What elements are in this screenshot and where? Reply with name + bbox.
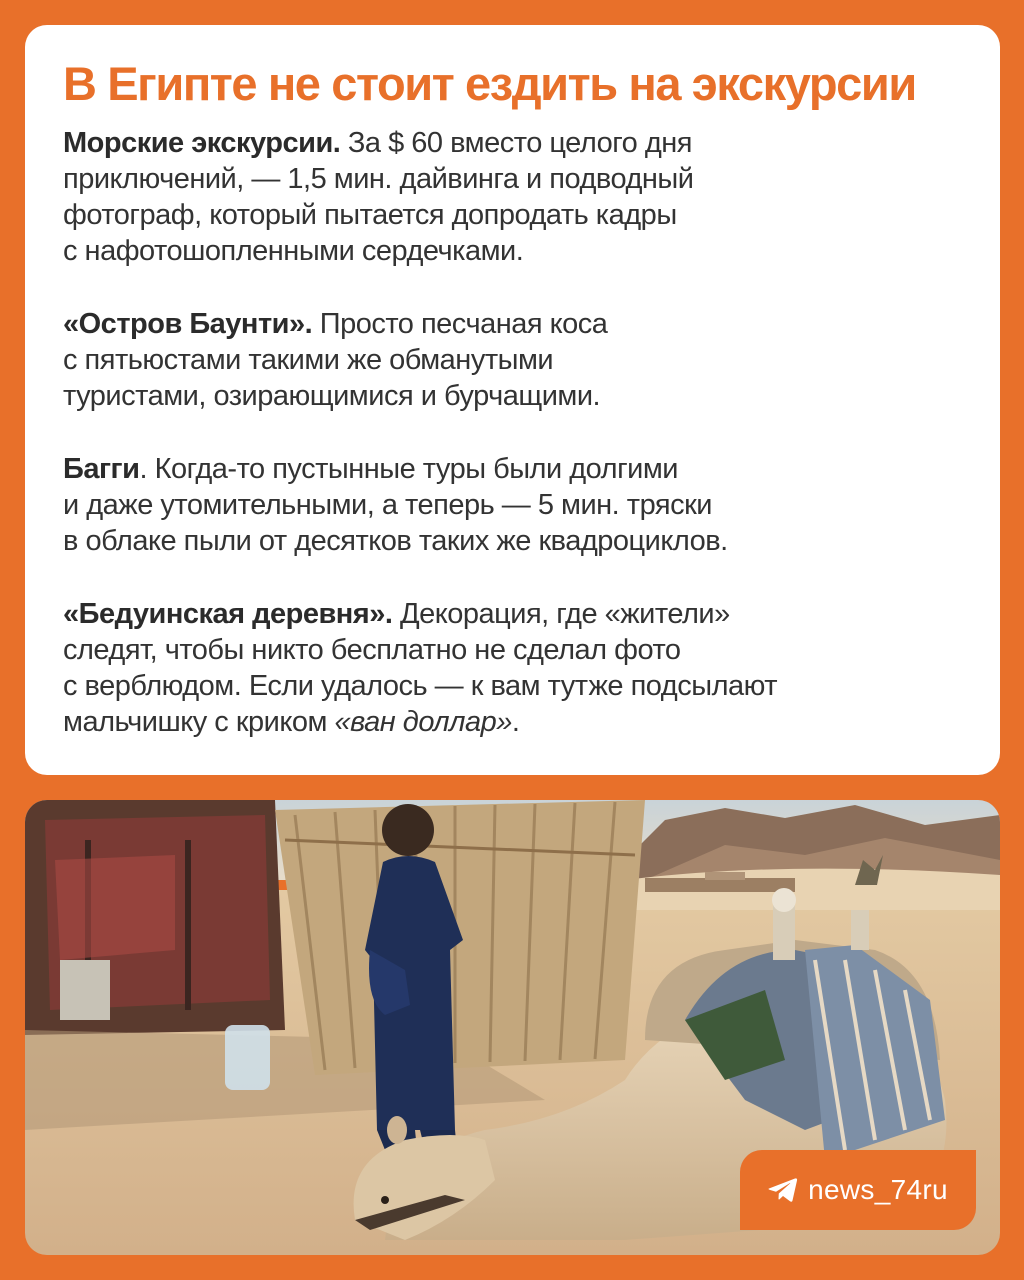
paragraph-line [63, 704, 962, 740]
paragraph-line [63, 451, 962, 487]
paragraph-line: приключений, — 1,5 мин. дайвинга и подводный [63, 163, 694, 195]
paragraph-line: с пятьюстами такими же обманутыми [63, 344, 554, 376]
quote-italic: «ван доллар» [334, 706, 512, 738]
paragraph-sea-excursions [63, 125, 962, 269]
paragraph-text: За $ 60 вместо целого дня [340, 127, 692, 159]
paragraph-text: мальчишку с криком [63, 706, 335, 738]
paragraph-line: фотограф, который пытается допродать кадры [63, 199, 677, 231]
paragraph-line: и даже утомительными, а теперь — 5 мин. тряски [63, 489, 712, 521]
paragraph-lead: Морские экскурсии. [63, 127, 341, 159]
paragraph-line: с нафотошопленными сердечками. [63, 235, 524, 267]
paragraph-line [63, 306, 962, 342]
paragraph-bounty-island [63, 306, 962, 414]
paragraph-buggy [63, 451, 962, 559]
source-badge[interactable] [740, 1150, 976, 1230]
paragraph-line [63, 125, 962, 161]
paragraph-text: Декорация, где «жители» [392, 598, 730, 630]
paragraph-line: в облаке пыли от десятков таких же квадроциклов. [63, 525, 728, 557]
source-handle: news_74ru [808, 1174, 948, 1205]
paragraph-bedouin-village [63, 596, 962, 740]
paragraph-line: с верблюдом. Если удалось — к вам тутже подсылают [63, 670, 778, 702]
paragraph-line: туристами, озирающимися и бурчащими. [63, 380, 601, 412]
paragraph-text: . [511, 706, 520, 738]
paragraph-lead: «Остров Баунти». [63, 308, 313, 340]
paragraph-text: Просто песчаная коса [312, 308, 608, 340]
desert-photo [25, 800, 1000, 1255]
telegram-icon [768, 1177, 798, 1203]
article-card [25, 25, 1000, 775]
paragraph-text: . Когда-то пустынные туры были долгими [139, 453, 678, 485]
page-title: В Египте не стоит ездить на экскурсии [63, 57, 916, 110]
paragraph-lead: «Бедуинская деревня». [63, 598, 393, 630]
paragraph-line: следят, чтобы никто бесплатно не сделал фото [63, 634, 681, 666]
paragraph-lead: Багги [63, 453, 140, 485]
paragraph-line [63, 596, 962, 632]
